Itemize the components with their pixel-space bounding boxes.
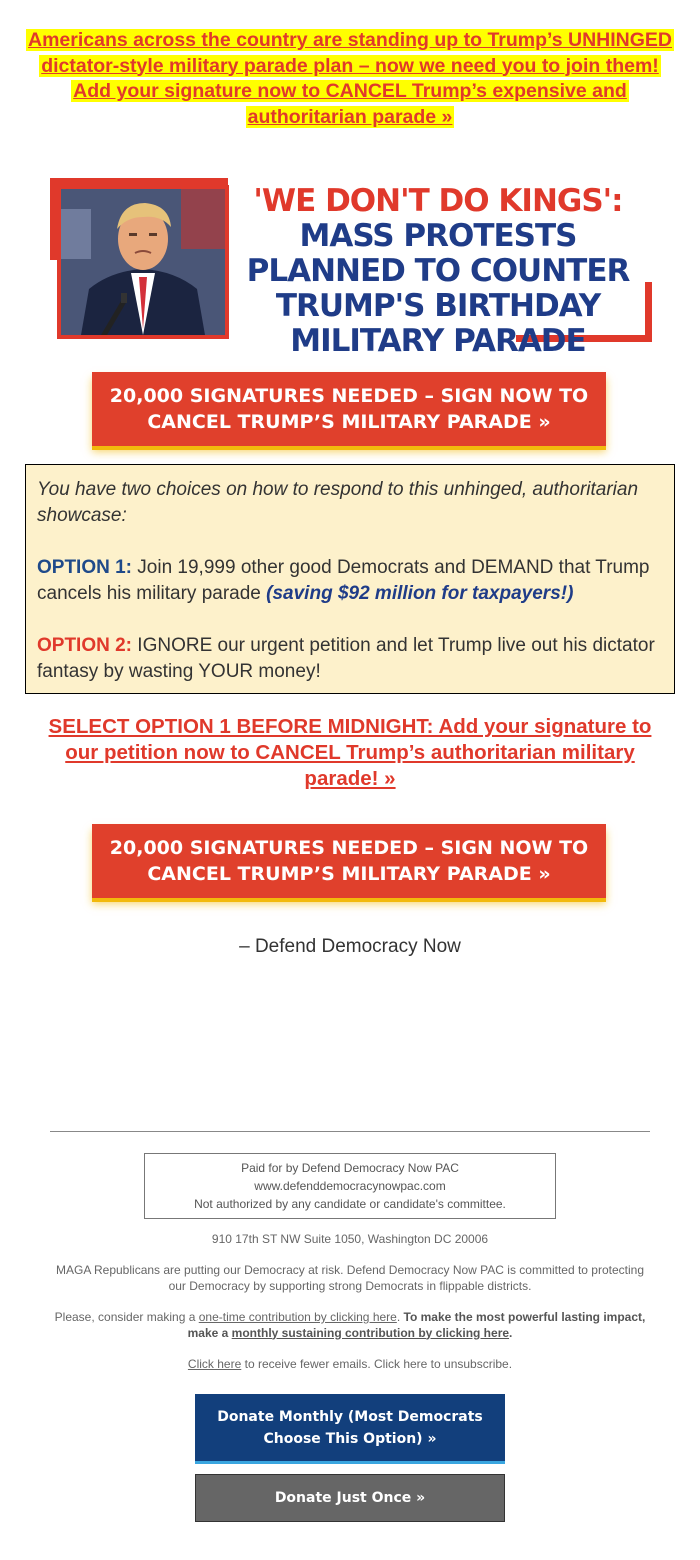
- monthly-contribution-link[interactable]: monthly sustaining contribution by clicking here: [231, 1325, 510, 1340]
- sign-now-button-top[interactable]: 20,000 SIGNATURES NEEDED – SIGN NOW TO CANCEL TRUMP’S MILITARY PARADE »: [92, 372, 606, 446]
- maga-disclaimer: MAGA Republicans are putting our Democracy at risk. Defend Democracy Now PAC is committed to protecting our Democracy by supporting strong Democrats in flippable districts.: [55, 1263, 644, 1293]
- sign-now-button-bottom[interactable]: 20,000 SIGNATURES NEEDED – SIGN NOW TO CANCEL TRUMP’S MILITARY PARADE »: [92, 824, 606, 898]
- fewer-emails-text: to receive fewer emails. Click here to unsubscribe.: [241, 1357, 513, 1371]
- paid-for-line: Paid for by Defend Democracy Now PAC: [241, 1161, 459, 1175]
- option-2: [37, 633, 663, 685]
- consider-prefix: Please, consider making a: [54, 1310, 199, 1324]
- unsubscribe-text: [50, 1357, 650, 1373]
- fewer-emails-link[interactable]: Click here: [187, 1357, 242, 1371]
- option-1-label: OPTION 1:: [37, 557, 133, 578]
- hero-banner[interactable]: [50, 178, 652, 359]
- trump-photo-illustration: [61, 189, 225, 335]
- footer-divider: [50, 1131, 650, 1132]
- trump-photo: [57, 185, 229, 339]
- contribution-text: [50, 1310, 650, 1341]
- bold-prefix: To make the most powerful lasting impact, make a: [187, 1310, 646, 1340]
- select-option-1-link[interactable]: SELECT OPTION 1 BEFORE MIDNIGHT: Add your signature to our petition now to CANCEL Trump’s authoritarian military parade! »: [48, 715, 652, 790]
- bold-suffix: .: [509, 1325, 513, 1340]
- choices-box: [25, 464, 675, 694]
- address: 910 17th ST NW Suite 1050, Washington DC 20006: [211, 1232, 489, 1246]
- signoff: – Defend Democracy Now: [239, 936, 461, 957]
- select-option-container: [40, 714, 660, 792]
- headline-container: [20, 28, 680, 130]
- one-time-contribution-link[interactable]: one-time contribution by clicking here: [198, 1310, 397, 1324]
- banner-title: [228, 184, 648, 359]
- donate-monthly-button[interactable]: Donate Monthly (Most Democrats Choose This Option) »: [195, 1394, 505, 1464]
- option-2-label: OPTION 2:: [37, 635, 133, 656]
- consider-mid: .: [396, 1310, 404, 1324]
- option-1-saving: (saving $92 million for taxpayers!): [266, 583, 574, 604]
- not-authorized-line: Not authorized by any candidate or candidate's committee.: [194, 1197, 506, 1211]
- banner-title-red: 'WE DON'T DO KINGS':: [253, 183, 623, 219]
- choices-intro: You have two choices on how to respond to this unhinged, authoritarian showcase:: [37, 479, 639, 526]
- banner-frame-top: [50, 178, 228, 185]
- headline-link[interactable]: Americans across the country are standing up to Trump’s UNHINGED dictator-style military parade plan – now we need you to join them! Add your signature now to CANCEL Trump’s expensive and authoritarian parade »: [28, 29, 672, 128]
- paid-for-box: [144, 1153, 556, 1219]
- option-1-text: Join 19,999 other good Democrats and DEMAND that Trump cancels his military parade: [37, 557, 650, 604]
- website-line: www.defenddemocracynowpac.com: [254, 1179, 446, 1193]
- donate-once-button[interactable]: Donate Just Once »: [195, 1474, 505, 1522]
- option-2-text: IGNORE our urgent petition and let Trump live out his dictator fantasy by wasting YOUR money!: [37, 635, 655, 682]
- banner-frame-left: [50, 178, 57, 260]
- banner-title-blue: MASS PROTESTS PLANNED TO COUNTER TRUMP'S BIRTHDAY MILITARY PARADE: [246, 218, 630, 359]
- option-1: [37, 555, 663, 607]
